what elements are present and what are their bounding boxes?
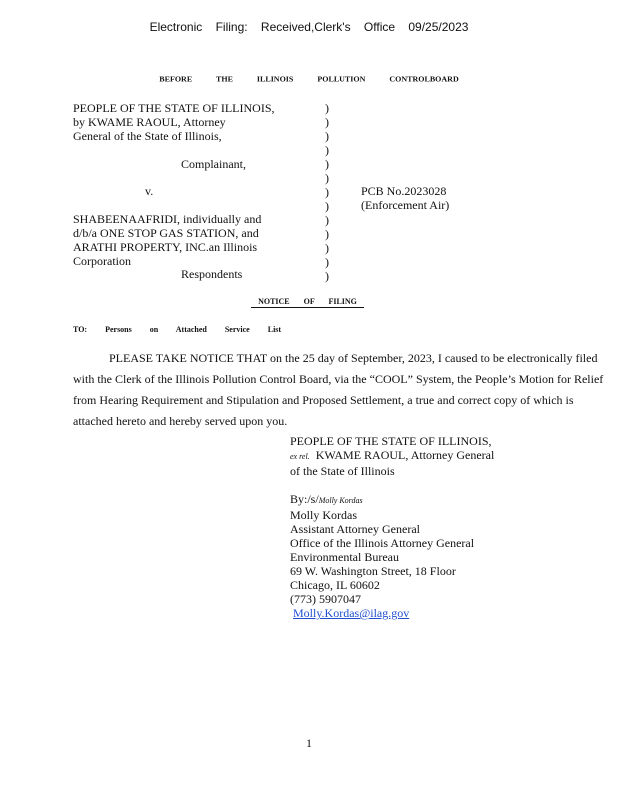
respondents-label: Respondents bbox=[181, 267, 243, 281]
sig-email-link[interactable]: Molly.Kordas@ilag.gov bbox=[293, 606, 410, 620]
caption-line-3: General of the State of Illinois, bbox=[73, 129, 222, 143]
respondent-line-1: SHABEENAAFRIDI, individually and bbox=[73, 212, 262, 226]
respondent-line-4: Corporation bbox=[73, 254, 131, 268]
sig-bureau: Environmental Bureau bbox=[290, 550, 399, 564]
board-heading: BEFORE THE ILLINOIS POLLUTION CONTROLBOARD bbox=[159, 75, 459, 84]
sig-by-line bbox=[290, 492, 494, 508]
filing-stamp: Electronic Filing: Received,Clerk's Office 09/25/2023 bbox=[149, 20, 469, 34]
sig-ag: KWAME RAOUL, Attorney General bbox=[315, 448, 495, 462]
caption-line-2: by KWAME RAOUL, Attorney bbox=[73, 115, 226, 129]
case-type: (Enforcement Air) bbox=[361, 198, 450, 212]
sig-signature: Molly Kordas bbox=[318, 496, 363, 505]
sig-street: 69 W. Washington Street, 18 Floor bbox=[290, 564, 456, 578]
to-line: TO: Persons on Attached Service List bbox=[73, 325, 282, 334]
sig-title: Assistant Attorney General bbox=[290, 522, 420, 536]
sig-of-state: of the State of Illinois bbox=[290, 464, 395, 478]
versus-label: v. bbox=[145, 184, 154, 198]
sig-phone: (773) 5907047 bbox=[290, 592, 361, 606]
sig-ag-line bbox=[290, 448, 494, 464]
sig-office: Office of the Illinois Attorney General bbox=[290, 536, 475, 550]
complainant-label: Complainant, bbox=[181, 157, 246, 171]
respondent-line-3: ARATHI PROPERTY, INC.an Illinois bbox=[73, 240, 258, 254]
sig-name: Molly Kordas bbox=[290, 508, 357, 522]
sig-ex-rel: ex rel. bbox=[290, 452, 310, 461]
respondent-line-2: d/b/a ONE STOP GAS STATION, and bbox=[73, 226, 259, 240]
sig-by: By:/s/ bbox=[290, 492, 319, 506]
signature-block bbox=[290, 434, 494, 620]
case-number: PCB No.2023028 bbox=[361, 184, 447, 198]
sig-city: Chicago, IL 60602 bbox=[290, 578, 380, 592]
caption-line-1: PEOPLE OF THE STATE OF ILLINOIS, bbox=[73, 101, 275, 115]
caption-parentheses: ) ) ) ) ) ) ) ) ) ) ) ) ) bbox=[325, 101, 329, 283]
notice-title: NOTICE OF FILING bbox=[251, 297, 364, 308]
notice-paragraph: PLEASE TAKE NOTICE THAT on the 25 day of September, 2023, I caused to be electronically filed with the Clerk of the Illinois Pollution Control Board, via the “COOL” System, the People’s Motion for Relief from Hearing Requirement and Stipulation and Proposed Settlement, a true and correct copy of which is attached hereto and hereby served upon you. bbox=[73, 351, 604, 428]
page-number: 1 bbox=[306, 736, 312, 750]
notice-body bbox=[73, 348, 613, 432]
sig-party: PEOPLE OF THE STATE OF ILLINOIS, bbox=[290, 434, 492, 448]
